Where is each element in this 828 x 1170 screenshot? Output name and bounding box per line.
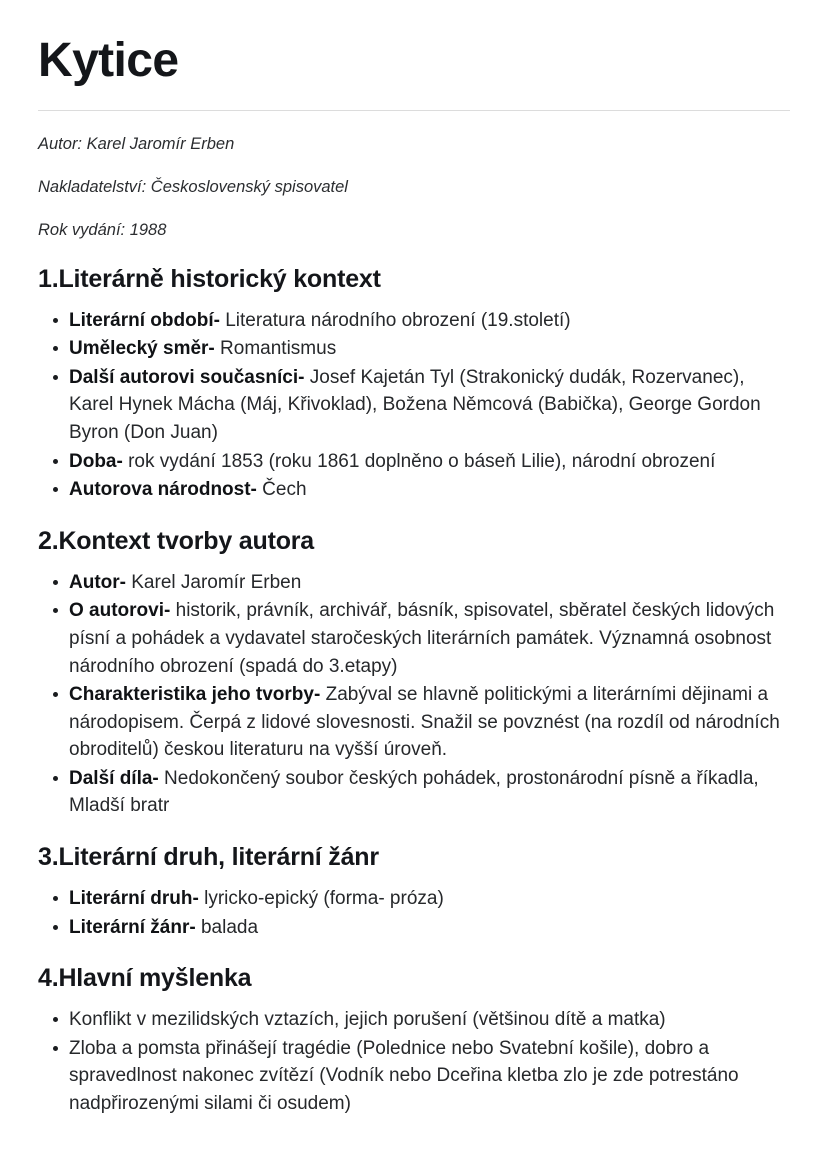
document-metadata bbox=[38, 133, 790, 242]
list-item bbox=[38, 476, 790, 504]
bullet-lead-in: Autorova národnost- bbox=[69, 479, 257, 501]
bullet-text: balada bbox=[195, 916, 259, 938]
bullet-lead-in: Literární žánr- bbox=[69, 916, 196, 938]
list-item bbox=[38, 448, 790, 476]
list-item bbox=[38, 335, 790, 363]
metadata-publisher: Nakladatelství: Československý spisovatel bbox=[38, 178, 348, 197]
document-section bbox=[38, 526, 790, 820]
bullet-lead-in: Další autorovi současníci- bbox=[69, 366, 305, 388]
bullet-lead-in: Umělecký směr- bbox=[69, 338, 215, 360]
list-item bbox=[38, 1006, 790, 1034]
section-bullet-list bbox=[38, 569, 790, 820]
bullet-text: Josef Kajetán Tyl (Strakonický dudák, Rozervanec), Karel Hynek Mácha (Máj, Křivoklad), Božena Němcová (Babička), George Gordon Byron (Don Juan) bbox=[69, 366, 761, 443]
section-heading: 3.Literární druh, literární žánr bbox=[38, 842, 379, 871]
bullet-text: rok vydání 1853 (roku 1861 doplněno o báseň Lilie), národní obrození bbox=[122, 450, 716, 472]
list-item bbox=[38, 1035, 790, 1118]
bullet-text: Zabýval se hlavně politickými a literárními dějinami a národopisem. Čerpá z lidové slovesnosti. Snažil se povznést (na rozdíl od národních obroditelů) českou literaturu na vyšší úroveň. bbox=[69, 684, 780, 761]
section-bullet-list bbox=[38, 885, 790, 941]
section-heading: 1.Literárně historický kontext bbox=[38, 264, 381, 293]
title-divider bbox=[38, 110, 790, 111]
list-item bbox=[38, 765, 790, 820]
page-title: Kytice bbox=[38, 34, 179, 87]
bullet-lead-in: Doba- bbox=[69, 450, 123, 472]
bullet-lead-in: Charakteristika jeho tvorby- bbox=[69, 684, 321, 706]
list-item bbox=[38, 681, 790, 764]
document-section bbox=[38, 264, 790, 504]
list-item bbox=[38, 364, 790, 447]
bullet-text: Romantismus bbox=[214, 338, 337, 360]
bullet-lead-in: Literární období- bbox=[69, 309, 220, 331]
bullet-lead-in: Autor- bbox=[69, 571, 126, 593]
list-item bbox=[38, 597, 790, 680]
bullet-text: Karel Jaromír Erben bbox=[125, 571, 302, 593]
section-heading: 4.Hlavní myšlenka bbox=[38, 964, 252, 993]
bullet-lead-in: O autorovi- bbox=[69, 600, 171, 622]
document-section bbox=[38, 842, 790, 941]
bullet-text: Zloba a pomsta přinášejí tragédie (Polednice nebo Svatební košile), dobro a spravedlnost nakonec zvítězí (Vodník nebo Dceřina kletba zlo je zde potrestáno nadpřirozenými silami či osudem) bbox=[69, 1037, 739, 1115]
section-heading: 2.Kontext tvorby autora bbox=[38, 526, 315, 555]
section-bullet-list bbox=[38, 1006, 790, 1117]
list-item bbox=[38, 885, 790, 913]
bullet-text: Čech bbox=[256, 479, 307, 501]
bullet-text: lyricko-epický (forma- próza) bbox=[198, 888, 444, 910]
document-sections bbox=[38, 264, 790, 1118]
list-item bbox=[38, 914, 790, 942]
metadata-year: Rok vydání: 1988 bbox=[38, 221, 167, 240]
list-item bbox=[38, 307, 790, 335]
bullet-lead-in: Literární druh- bbox=[69, 888, 199, 910]
bullet-text: Literatura národního obrození (19.století) bbox=[219, 309, 571, 331]
bullet-text: Konflikt v mezilidských vztazích, jejich porušení (většinou dítě a matka) bbox=[69, 1009, 666, 1031]
document-section bbox=[38, 963, 790, 1117]
bullet-text: historik, právník, archivář, básník, spisovatel, sběratel českých lidových písní a pohádek a vydavatel staročeských literárních památek. Významná osobnost národního obrození (spadá do 3.etapy) bbox=[69, 600, 775, 677]
bullet-text: Nedokončený soubor českých pohádek, prostonárodní písně a říkadla, Mladší bratr bbox=[69, 767, 759, 817]
section-bullet-list bbox=[38, 307, 790, 504]
bullet-lead-in: Další díla- bbox=[69, 767, 159, 789]
list-item bbox=[38, 569, 790, 597]
metadata-author: Autor: Karel Jaromír Erben bbox=[38, 134, 235, 153]
